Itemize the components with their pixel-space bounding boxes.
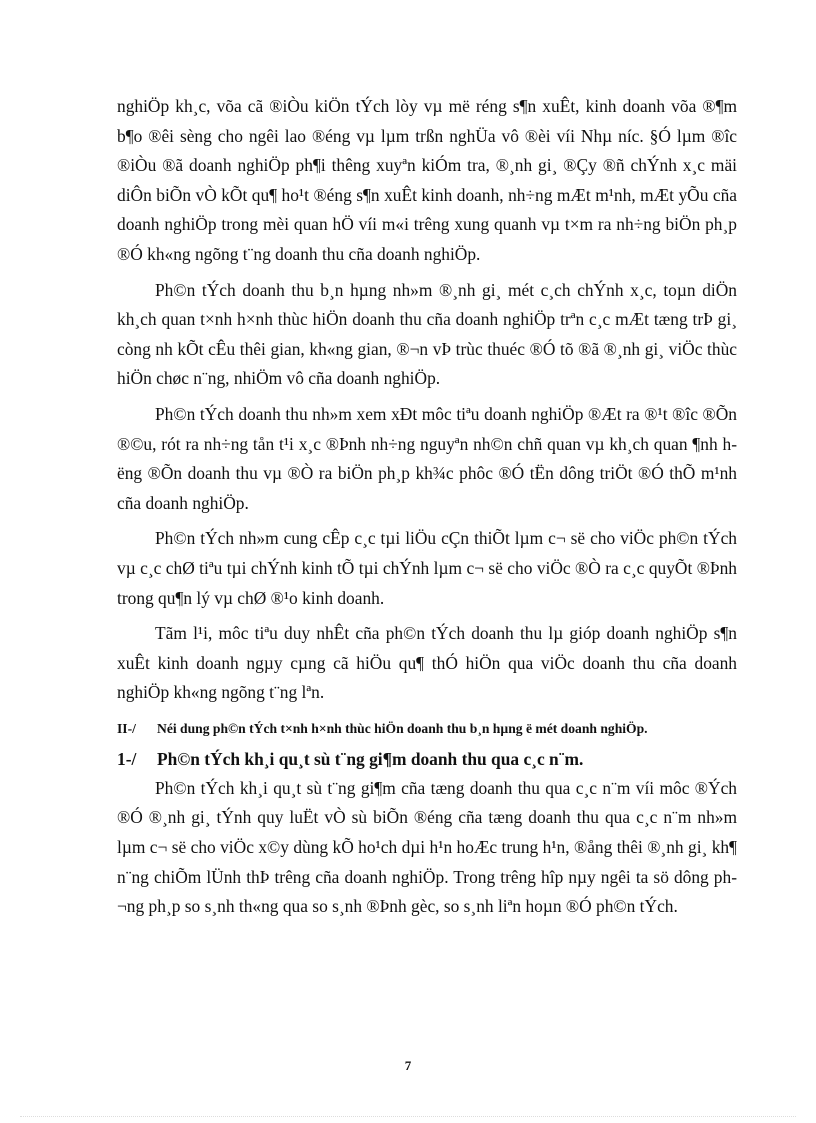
paragraph-6: Ph©n tÝch kh¸i qu¸t sù t¨ng gi¶m cña tæng doanh thu qua c¸c n¨m víi môc ®Ých ®Ó ®¸nh gi¸ tÝnh quy luËt vÒ sù biÕn ®éng cña tæng doanh thu qua c¸c n¨m nh»m lµm c¬ së cho viÖc x©y dùng kÕ ho¹ch dµi h¹n hoÆc trung h¹n, ®ång thêi ®¸nh gi¸ kh¶ n¨ng chiÕm lÜnh thÞ trêng cña doanh nghiÖp. Trong trêng hîp nµy ngêi ta sö dông ph¬ng ph¸p so s¸nh th«ng qua so s¸nh ®Þnh gèc, so s¸nh liªn hoµn ®Ó ph©n tÝch. bbox=[117, 777, 737, 917]
page-content bbox=[117, 92, 737, 922]
paragraph-2: Ph©n tÝch doanh thu b¸n hµng nh»m ®¸nh gi¸ mét c¸ch chÝnh x¸c, toµn diÖn kh¸ch quan t×nh h×nh thùc hiÖn doanh thu cña doanh nghiÖp trªn c¸c mÆt tæng trÞ gi¸ còng nh kÕt cÊu thêi gian, kh«ng gian, ®¬n vÞ trùc thuéc ®Ó tõ ®ã ®¸nh gi¸ viÖc thùc hiÖn chøc n¨ng, nhiÖm vô cña doanh nghiÖp. bbox=[117, 279, 737, 389]
paragraph-5: Tãm l¹i, môc tiªu duy nhÊt cña ph©n tÝch doanh thu lµ gióp doanh nghiÖp s¶n xuÊt kinh doanh ngµy cµng cã hiÖu qu¶ thÓ hiÖn qua viÖc doanh thu cña doanh nghiÖp kh«ng ngõng t¨ng lªn. bbox=[117, 623, 737, 703]
subsection-heading bbox=[117, 745, 737, 774]
subsection-number: 1-/ bbox=[117, 748, 137, 769]
paragraph-4: Ph©n tÝch nh»m cung cÊp c¸c tµi liÖu cÇn thiÕt lµm c¬ së cho viÖc ph©n tÝch vµ c¸c chØ tiªu tµi chÝnh kinh tÕ tµi chÝnh lµm c¬ së cho viÖc ®Ò ra c¸c quyÕt ®Þnh trong qu¶n lý vµ chØ ®¹o kinh doanh. bbox=[117, 528, 737, 608]
subsection-title: Ph©n tÝch kh¸i qu¸t sù t¨ng gi¶m doanh thu qua c¸c n¨m. bbox=[157, 748, 584, 769]
section-heading bbox=[117, 718, 737, 739]
page-number: 7 bbox=[404, 1058, 412, 1073]
paragraph-1: nghiÖp kh¸c, võa cã ®iÒu kiÖn tÝch lòy vµ më réng s¶n xuÊt, kinh doanh võa ®¶m b¶o ®êi sèng cho ngêi lao ®éng vµ lµm trßn nghÜa vô ®èi víi Nhµ níc. §Ó lµm ®îc ®iÒu ®ã doanh nghiÖp ph¶i thêng xuyªn kiÓm tra, ®¸nh gi¸ ®Çy ®ñ chÝnh x¸c mäi diÔn biÕn vÒ kÕt qu¶ ho¹t ®éng s¶n xuÊt kinh doanh, nh÷ng mÆt m¹nh, mÆt yÕu cña doanh nghiÖp trong mèi quan hÖ víi m«i trêng xung quanh vµ t×m ra nh÷ng biÖn ph¸p ®Ó kh«ng ngõng t¨ng doanh thu cña doanh nghiÖp. bbox=[117, 96, 737, 264]
page-bottom-divider bbox=[20, 1116, 796, 1117]
section-title: Néi dung ph©n tÝch t×nh h×nh thùc hiÖn doanh thu b¸n hµng ë mét doanh nghiÖp. bbox=[157, 720, 648, 736]
section-number: II-/ bbox=[117, 720, 136, 736]
paragraph-3: Ph©n tÝch doanh thu nh»m xem xÐt môc tiªu doanh nghiÖp ®Æt ra ®¹t ®îc ®Õn ®©u, rót ra nh÷ng tån t¹i x¸c ®Þnh nh÷ng nguyªn nh©n chñ quan vµ kh¸ch quan ¶nh hëng ®Õn doanh thu vµ ®Ò ra biÖn ph¸p kh¾c phôc ®Ó tËn dông triÖt ®Ó thÕ m¹nh cña doanh nghiÖp. bbox=[117, 403, 737, 513]
